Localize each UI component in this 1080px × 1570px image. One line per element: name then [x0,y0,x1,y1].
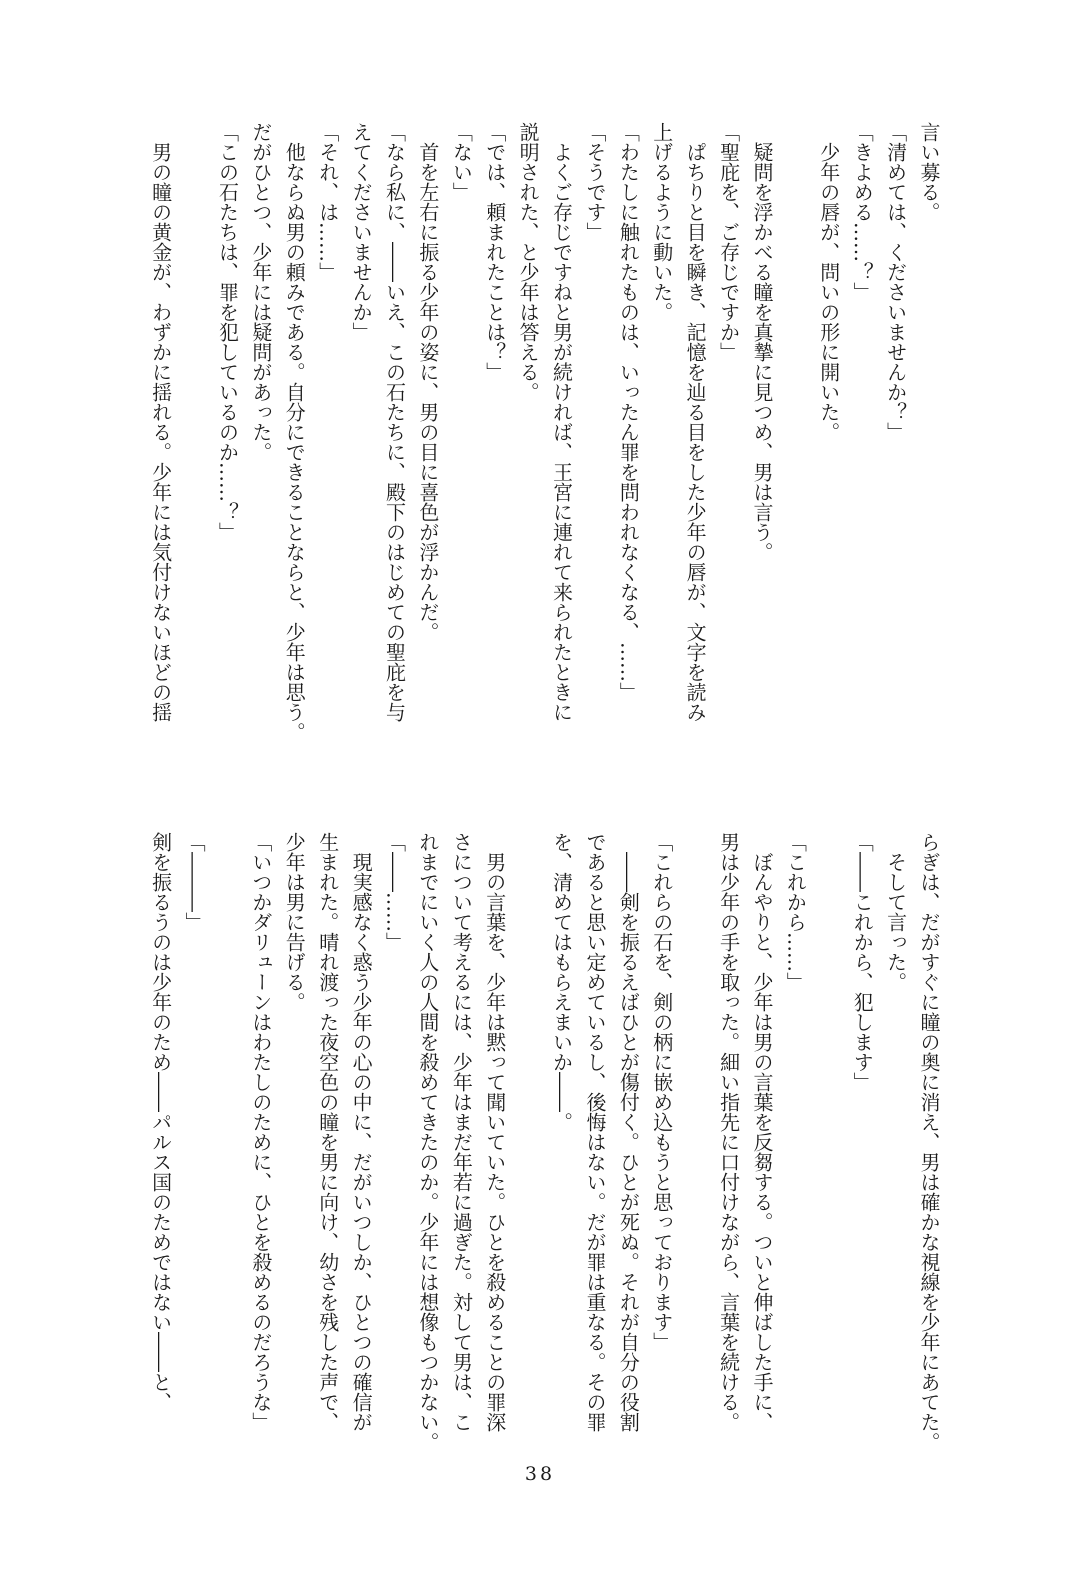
text-column: を、清めてはもらえまいか――。 [549,832,574,1132]
text-column: 「それ、は……」 [315,122,340,282]
text-column: えてくださいませんか」 [349,122,374,342]
text-column: 「わたしに触れたものは、いったん罪を問われなくなる、……」 [616,122,641,702]
text-column: 少年は男に告げる。 [282,832,307,1012]
text-column: ――剣を振るえばひとが傷付く。ひとが死ぬ。それが自分の役割 [616,832,641,1432]
text-column: 剣を振るうのは少年のため――パルス国のためではない――と、 [148,832,173,1412]
text-column: 「では、頼まれたことは？」 [482,122,507,382]
text-column: 他ならぬ男の頼みである。自分にできることならと、少年は思う。 [282,122,307,742]
text-column: 「なら私に、――いえ、この石たちに、殿下のはじめての聖庇を与 [382,122,407,722]
text-column: 「これらの石を、剣の柄に嵌め込もうと思っております」 [649,832,674,1352]
text-column: 「この石たちは、罪を犯しているのか……？」 [215,122,240,542]
text-column: 「―――」 [182,832,207,932]
text-column: ぼんやりと、少年は男の言葉を反芻する。ついと伸ばした手に、 [749,832,774,1432]
text-column: 「――……」 [382,832,407,952]
text-column: 生まれた。晴れ渡った夜空色の瞳を男に向け、幼さを残した声で、 [315,832,340,1432]
text-column: れまでにいく人の人間を殺めてきたのか。少年には想像もつかない。 [415,832,440,1452]
blank-column [778,122,811,722]
text-column: だがひとつ、少年には疑問があった。 [248,122,273,462]
text-column: 首を左右に振る少年の姿に、男の目に喜色が浮かんだ。 [415,122,440,642]
text-column: であると思い定めているし、後悔はない。だが罪は重なる。その罪 [582,832,607,1432]
text-column: ぱちりと目を瞬き、記憶を辿る目をした少年の唇が、文字を読み [683,122,708,722]
text-column: さについて考えるには、少年はまだ年若に過ぎた。対して男は、こ [449,832,474,1432]
text-column: 少年の唇が、問いの形に開いた。 [816,122,841,442]
text-column: 「清めては、くださいませんか？」 [883,122,908,442]
text-column: 言い募る。 [917,122,941,222]
text-column: 「いつかダリューンはわたしのために、ひとを殺めるのだろうな」 [248,832,273,1432]
text-column: 男の言葉を、少年は黙って聞いていた。ひとを殺めることの罪深 [482,832,507,1432]
text-column: 男の瞳の黄金が、わずかに揺れる。少年には気付けないほどの揺 [148,122,173,722]
text-column: 「そうです」 [582,122,607,242]
text-column: 疑問を浮かべる瞳を真摯に見つめ、男は言う。 [749,122,774,562]
text-column: 男は少年の手を取った。細い指先に口付けながら、言葉を続ける。 [716,832,741,1432]
page-number: 38 [524,1463,556,1485]
text-column: 上げるように動いた。 [649,122,674,322]
blank-column [177,122,210,722]
text-column: らぎは、だがすぐに瞳の奥に消え、男は確かな視線を少年にあてた。 [917,832,941,1452]
lower-text-block [143,832,945,1452]
text-column: 「聖庇を、ご存じですか」 [716,122,741,362]
text-column: 「ない」 [449,122,474,202]
text-column: 「――これから、犯します」 [850,832,875,1092]
blank-column [511,832,544,1432]
text-column: 「きよめる……？」 [850,122,875,302]
text-column: 説明された、と少年は答える。 [516,122,541,402]
text-column: 現実感なく惑う少年の心の中に、だがいつしか、ひとつの確信が [349,832,374,1432]
text-column: 「これから……」 [783,832,808,992]
text-column: そして言った。 [883,832,908,992]
blank-column [678,832,711,1432]
upper-text-block [143,122,945,742]
blank-column [811,832,844,1432]
text-column: よくご存じですねと男が続ければ、王宮に連れて来られたときに [549,122,574,722]
blank-column [210,832,243,1432]
